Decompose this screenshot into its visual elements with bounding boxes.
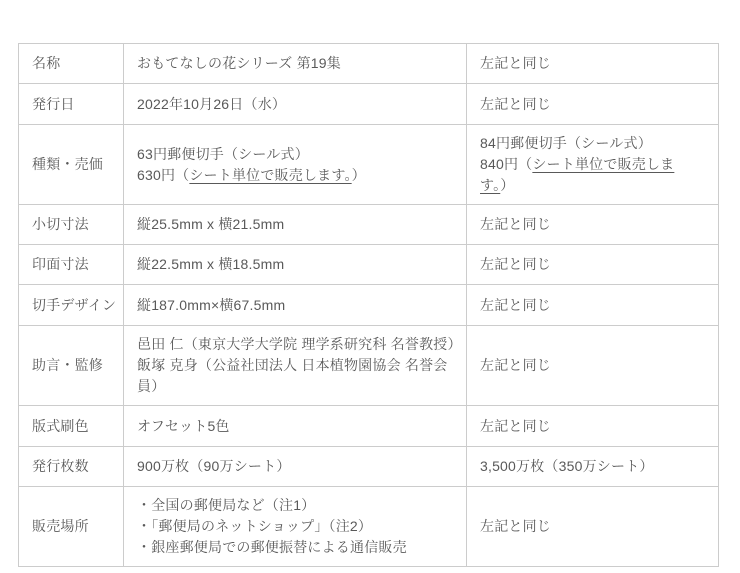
row-value-left: 900万枚（90万シート）	[124, 447, 467, 487]
row-value-right: 左記と同じ	[467, 44, 719, 84]
row-label: 発行枚数	[19, 447, 124, 487]
table-row-name	[19, 44, 719, 84]
row-value-right: 左記と同じ	[467, 487, 719, 567]
cell-line: 飯塚 克身（公益社団法人 日本植物園協会 名誉会員）	[137, 357, 448, 394]
row-label: 助言・監修	[19, 326, 124, 406]
row-label: 小切寸法	[19, 205, 124, 245]
row-value-left: 縦22.5mm x 横18.5mm	[124, 245, 467, 285]
underlined-text: シート単位で販売します。	[480, 156, 675, 193]
row-value-left	[124, 125, 467, 205]
row-label: 印面寸法	[19, 245, 124, 285]
table-row-issue-date	[19, 84, 719, 125]
cell-line: 邑田 仁（東京大学大学院 理学系研究科 名誉教授）	[137, 336, 462, 352]
cell-line: 84円郵便切手（シール式）	[480, 135, 652, 151]
table-row-advisors	[19, 326, 719, 406]
row-label: 発行日	[19, 84, 124, 125]
row-value-right: 3,500万枚（350万シート）	[467, 447, 719, 487]
price-suffix: ）	[500, 177, 515, 193]
cell-line	[137, 165, 456, 186]
row-value-right	[467, 125, 719, 205]
table-row-type-price	[19, 125, 719, 205]
row-value-right: 左記と同じ	[467, 406, 719, 447]
cell-line: ・「郵便局のネットショップ」（注2）	[137, 518, 373, 534]
row-value-left	[124, 487, 467, 567]
row-value-right: 左記と同じ	[467, 326, 719, 406]
row-value-left: 縦187.0mm×横67.5mm	[124, 285, 467, 326]
row-value-right: 左記と同じ	[467, 205, 719, 245]
row-value-right: 左記と同じ	[467, 245, 719, 285]
row-value-left: 縦25.5mm x 横21.5mm	[124, 205, 467, 245]
table-row-printing	[19, 406, 719, 447]
table-row-print-size	[19, 245, 719, 285]
row-label: 切手デザイン	[19, 285, 124, 326]
price-prefix: 840円（	[480, 156, 533, 172]
row-label: 種類・売価	[19, 125, 124, 205]
row-value-right: 左記と同じ	[467, 285, 719, 326]
row-value-right: 左記と同じ	[467, 84, 719, 125]
row-value-left: 2022年10月26日（水）	[124, 84, 467, 125]
row-label: 販売場所	[19, 487, 124, 567]
table-row-sales-locations	[19, 487, 719, 567]
cell-line	[480, 154, 708, 196]
row-value-left: おもてなしの花シリーズ 第19集	[124, 44, 467, 84]
cell-line: ・全国の郵便局など（注1）	[137, 497, 316, 513]
table-row-quantity	[19, 447, 719, 487]
stamp-spec-table	[18, 43, 719, 567]
table-row-stamp-design	[19, 285, 719, 326]
underlined-text: シート単位で販売します。	[189, 166, 352, 183]
cell-line: 63円郵便切手（シール式）	[137, 145, 309, 162]
row-label: 版式刷色	[19, 406, 124, 447]
table-row-stamp-size	[19, 205, 719, 245]
row-value-left	[124, 326, 467, 406]
row-value-left: オフセット5色	[124, 406, 467, 447]
price-prefix: 630円（	[137, 166, 190, 183]
price-suffix: ）	[351, 166, 366, 183]
row-label: 名称	[19, 44, 124, 84]
cell-line: ・銀座郵便局での郵便振替による通信販売	[137, 539, 407, 555]
